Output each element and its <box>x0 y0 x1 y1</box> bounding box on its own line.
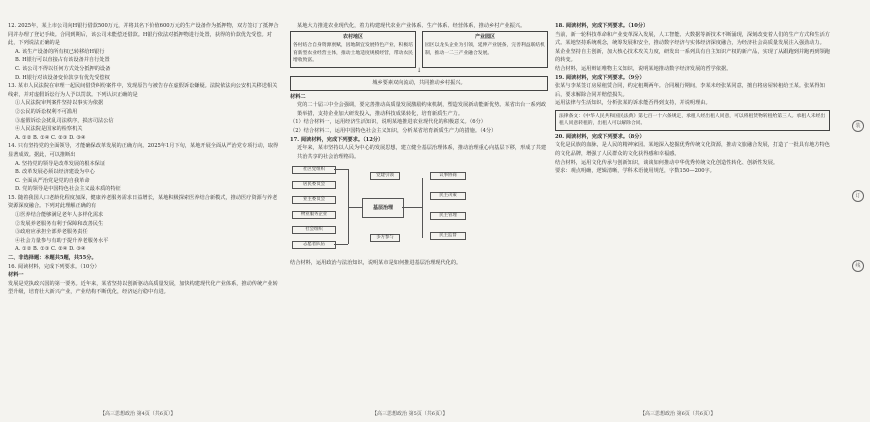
diagram-right-node: 民主监督 <box>430 232 466 240</box>
text-line: ③虚假诉讼会扰乱司法秩序，损害司法公信 <box>15 117 114 124</box>
flow-left-title: 农村地区 <box>342 33 363 40</box>
diagram-right-node: 民主管理 <box>430 212 466 220</box>
diagram-connector <box>402 207 422 208</box>
diagram-left-node: 社会组织 <box>292 226 336 234</box>
middle-page <box>290 22 548 407</box>
flow-arrow-icon: ↓ <box>416 66 422 74</box>
left-page-footer: 【高三思想政治 第4页（共6页）】 <box>100 411 176 417</box>
text-line: ②公民的诉讼权利不可滥用 <box>15 108 78 115</box>
law-notice-box: 法律条文：《中华人民共和国民法典》第七百一十六条规定，承租人经出租人同意，可以将租赁物转租给第三人。承租人未经出租人同意转租的，出租人可以解除合同。 <box>555 110 830 131</box>
diagram-bottom-label: 多方参与 <box>370 234 400 242</box>
diagram-right-node: 议事协商 <box>430 172 466 180</box>
text-line: D. H银行对该设备变价款享有优先受偿权 <box>15 74 110 81</box>
material-two-heading: 材料二 <box>290 93 306 100</box>
text-line: ③政府应承担全部养老服务责任 <box>15 229 88 236</box>
diagram-connector <box>348 207 362 208</box>
diagram-left-node: 物业服务企业 <box>292 211 336 219</box>
text-line: ①医养结合能够满足老年人多样化需求 <box>15 212 104 219</box>
text-line: 运用法律与生活知识，分析张某的诉求能否得到支持，并说明理由。 <box>555 100 711 107</box>
question-17-heading: 17. 阅读材料，完成下列要求。（12分） <box>290 136 384 143</box>
text-line: 文化是民族的血脉，是人民的精神家园。某地深入挖掘优秀传统文化资源，推动文旅融合发展，打造了一批具有地方特色的文化品牌，增强了人民群众的文化获得感和幸福感。 <box>555 142 830 157</box>
diagram-right-node: 民主决策 <box>430 192 466 200</box>
text-line: 20. 阅读材料，完成下列要求。（8分） <box>555 133 645 140</box>
text-line: 某企业坚持自主创新，加大核心技术攻关力度，研发出一系列具有自主知识产权的新产品，实现了从跟跑到并跑再到领跑的转变。 <box>555 48 830 64</box>
binding-mark-3: 线 <box>852 260 864 272</box>
text-line: ②发展养老服务有利于保障和改善民生 <box>15 220 104 227</box>
text-line: 15. 随着我国人口老龄化程度加深，健康养老服务需求日益增长，某地积极探索医养结合新模式，推动医疗资源与养老资源深度融合。下列对此理解正确的有 <box>8 194 278 210</box>
text-line: 18. 阅读材料，完成下列要求。（10分） <box>555 23 649 29</box>
diagram-top-label: 党建引领 <box>370 172 400 180</box>
text-line: 材料一 <box>8 272 24 279</box>
question-17-text: 近年来，某市坚持以人民为中心的发展思想，建立健全基层治理体系，推动治理重心向基层下移，形成了共建共治共享的社会治理格局。 <box>297 145 547 160</box>
text-line: A. ①② B. ①④ C. ②③ D. ③④ <box>15 134 86 141</box>
text-line: A. 该生产设备的所有权已转移给H银行 <box>15 48 105 55</box>
question-16-1: （1）结合材料一，运用经济生活知识，说明某地推进农业现代化的积极意义。（6分） <box>290 119 486 126</box>
mid-para1: 党的二十届三中全会强调，要完善推动高质量发展激励约束机制，塑造发展新动能新优势。某省出台一系列政策举措，支持企业加大研发投入，推动科技成果转化，培育新质生产力。 <box>297 102 547 117</box>
right-page-footer: 【高三思想政治 第6页（共6页）】 <box>640 411 716 417</box>
text-line: 16. 阅读材料，完成下列要求。（10分） <box>8 263 100 270</box>
text-line: 19. 阅读材料，完成下列要求。（9分） <box>555 74 645 81</box>
text-line: 13. 某市人民法院在审理一起民间借贷纠纷案件中，发现原告与被告存在虚假诉讼嫌疑。法院依法向公安机关移送相关线索，并对虚假诉讼行为人予以罚款。下列认识正确的是 <box>8 83 278 98</box>
flow-left-box <box>290 31 416 68</box>
text-line: D. 党的领导是中国特色社会主义最本质的特征 <box>15 186 121 193</box>
flow-left-text: 各村结合自身资源禀赋，因地制宜发展特色产业，积极培育新型农业经营主体，推动土地适度规模经营，带动农民增收致富。 <box>293 43 413 64</box>
text-line: B. H银行可以直接占有该设备并自行处置 <box>15 57 110 64</box>
text-line: ①人民法院审判案件坚持以事实为依据 <box>15 100 104 107</box>
question-17-ask: 结合材料，运用政治与法治知识，说明某市是如何推进基层治理现代化的。 <box>290 260 462 267</box>
text-line: ④社会力量参与有助于提升养老服务水平 <box>15 237 109 244</box>
diagram-center-node: 基层治理 <box>362 198 404 218</box>
diagram-connector <box>422 178 423 238</box>
text-line: 结合材料，运用文化传承与创新知识，谈谈如何推动中华优秀传统文化创造性转化、创新性发展。 <box>555 159 779 166</box>
mid-page-footer: 【高三思想政治 第5页（共6页）】 <box>372 411 448 417</box>
flow-chart <box>290 31 548 68</box>
binding-mark-1: 装 <box>852 120 864 132</box>
right-page <box>555 22 830 407</box>
text-line: 12. 2025年，某上市公司向H银行借款500万元，并将其名下价值600万元的生产设备作为抵押物，双方签订了抵押合同并办理了登记手续。合同到期后，该公司未能偿还借款。H银行依法对抵押物进行处置，获得的价款优先受偿。对此，下列说法正确的是 <box>8 23 279 47</box>
diagram-connector <box>334 169 348 170</box>
left-page <box>8 22 280 407</box>
text-line: 14. 只有坚持党的全面领导，才能确保改革发展的正确方向。2025年1月下旬，某地开展全面从严治党专项行动，取得显著成效。据此，可以推断出 <box>8 143 279 158</box>
flow-bottom-box: 城乡要素双向流动，共同推动乡村振兴。 <box>290 76 548 91</box>
diagram-left-node: 社区党组织 <box>292 166 336 174</box>
text-line: B. 改革发展必须以经济建设为中心 <box>15 169 95 176</box>
text-line: 要求：观点明确，逻辑清晰，学科术语使用规范，字数150—200字。 <box>555 168 715 175</box>
text-line: 张某与李某签订房屋租赁合同，约定租期两年。合同履行期间，李某未经张某同意，擅自将房屋转租给王某。张某得知后，要求解除合同并赔偿损失。 <box>555 83 825 98</box>
mid-intro: 某地大力推进农业现代化，着力构建现代农业产业体系、生产体系、经营体系，推动乡村产业振兴。 <box>297 23 526 29</box>
binding-mark-2: 订 <box>852 190 864 202</box>
text-line: 二、非选择题：本题共5题，共55分。 <box>8 255 97 262</box>
diagram-left-node: 志愿者队伍 <box>292 241 336 249</box>
text-line: 结合材料，运用辩证唯物主义知识，说明某地推动数字经济发展的哲学依据。 <box>555 65 732 72</box>
diagram-connector <box>334 244 348 245</box>
flow-right-box <box>422 31 548 68</box>
text-line: C. 全面从严治党是党的自我革命 <box>15 177 90 184</box>
governance-diagram <box>290 164 548 256</box>
diagram-left-node: 业主委员会 <box>292 196 336 204</box>
text-line: 发展是党执政兴国的第一要务。近年来，某省坚持以创新驱动高质量发展，加快构建现代化产业体系，推动传统产业转型升级，培育壮大新兴产业，产业结构不断优化，经济运行稳中有进。 <box>8 280 278 296</box>
diagram-left-node: 居民委员会 <box>292 181 336 189</box>
text-line: C. 该公司不得以任何方式处分抵押的设备 <box>15 65 111 72</box>
text-line: 当前，新一轮科技革命和产业变革深入发展，人工智能、大数据等新技术不断涌现，深刻改变着人们的生产方式和生活方式。某地坚持系统观念，统筹发展和安全，推动数字经济与实体经济深度融合，为经济社会高质量发展注入强劲动力。 <box>555 31 830 47</box>
text-line: A. ①② B. ①③ C. ②④ D. ③④ <box>15 246 86 253</box>
flow-right-title: 产业园区 <box>474 33 495 40</box>
flow-right-text: 园区以龙头企业为引领，延伸产业链条，完善利益联结机制，推动一二三产业融合发展。 <box>425 43 545 56</box>
text-line: A. 坚持党的领导是改革发展的根本保证 <box>15 160 106 167</box>
text-line: ④人民法院是国家的检察机关 <box>15 126 83 133</box>
question-16-2: （2）结合材料二，运用中国特色社会主义知识，分析某省培育新质生产力的措施。（4分） <box>290 127 497 134</box>
